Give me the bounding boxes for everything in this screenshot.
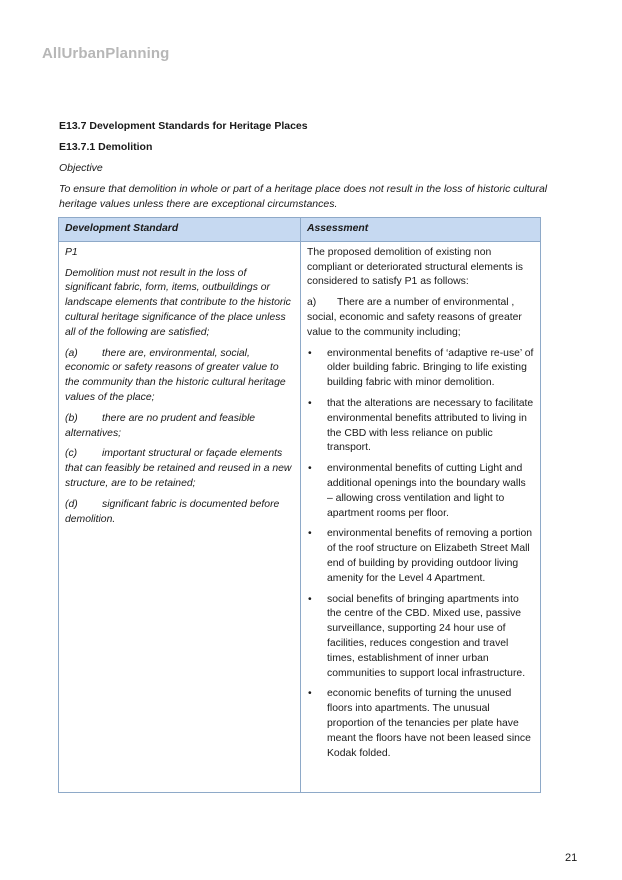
logo: AllUrbanPlanning (42, 45, 170, 62)
table-header-row (59, 218, 541, 242)
section-heading: E13.7 Development Standards for Heritage Places (59, 120, 308, 132)
list-item (307, 687, 534, 761)
item-text: significant fabric is documented before demolition. (65, 498, 280, 525)
bullet-text: environmental benefits of removing a portion of the roof structure on Elizabeth Street Mall end of building by providing outdoor living amenity for the Level 4 Apartment. (327, 528, 533, 584)
standard-item (65, 498, 294, 528)
item-label: (b) (65, 412, 78, 424)
assessment-point (307, 296, 534, 340)
list-item (307, 347, 534, 391)
list-item (307, 593, 534, 682)
item-text: there are, environmental, social, economic or safety reasons of greater value to the community than the historic cultural heritage values of the place; (65, 347, 286, 403)
header-assessment: Assessment (301, 218, 541, 242)
bullet-icon: • (308, 528, 312, 540)
assessment-bullets (307, 347, 534, 762)
header-development-standard: Development Standard (59, 218, 301, 242)
item-text: important structural or façade elements that can feasibly be retained and reused in a new structure, are to be retained; (65, 448, 292, 489)
list-item (307, 462, 534, 521)
assessment-intro: The proposed demolition of existing non compliant or deteriorated structural elements is considered to satisfy P1 as follows: (307, 246, 523, 288)
list-item (307, 527, 534, 586)
item-label: (a) (65, 347, 78, 359)
assessment-cell (301, 241, 541, 792)
bullet-icon: • (308, 593, 312, 605)
objective-text: To ensure that demolition in whole or part of a heritage place does not result in the loss of historic cultural heritage values unless there are exceptional circumstances. (59, 183, 548, 210)
point-label: a) (307, 297, 317, 309)
bullet-text: environmental benefits of cutting Light and additional openings into the boundary walls – allowing cross ventilation and light to apartment rooms per floor. (327, 463, 526, 519)
table-row (59, 241, 541, 792)
bullet-icon: • (308, 347, 312, 359)
standard-item (65, 347, 294, 406)
item-label: (c) (65, 448, 78, 460)
objective-label: Objective (59, 162, 103, 174)
item-text: there are no prudent and feasible alternatives; (65, 412, 256, 439)
development-standard-cell (59, 241, 301, 792)
bullet-icon: • (308, 397, 312, 409)
subsection-heading: E13.7.1 Demolition (59, 141, 153, 153)
bullet-icon: • (308, 463, 312, 475)
page-number: 21 (565, 852, 578, 864)
standards-table (58, 217, 541, 793)
item-label: (d) (65, 498, 78, 510)
point-text: There are a number of environmental , social, economic and safety reasons of greater value to the community including; (307, 297, 522, 338)
bullet-text: economic benefits of turning the unused floors into apartments. The unusual proportion of the tenancies per plate have meant the floors have not been leased since Kodak folded. (327, 688, 531, 759)
bullet-text: environmental benefits of ‘adaptive re-use’ of older building fabric. Bringing to life existing building fabric with minor demolition. (327, 347, 534, 389)
standard-item (65, 447, 294, 491)
bullet-text: social benefits of bringing apartments into the centre of the CBD. Mixed use, passive surveillance, supporting 24 hour use of facilities, reduces congestion and travel times, establishment of inner urban communities to support local infrastructure. (327, 593, 526, 679)
list-item (307, 397, 534, 456)
standard-intro: Demolition must not result in the loss of significant fabric, form, items, outbuildings or landscape elements that contribute to the historic cultural heritage significance of the place unless all of the following are satisfied; (65, 267, 291, 338)
bullet-icon: • (308, 688, 312, 700)
standard-code: P1 (65, 246, 78, 258)
bullet-text: that the alterations are necessary to facilitate environmental benefits attributed to living in the CBD with less reliance on public transport. (327, 397, 534, 454)
standard-item (65, 412, 294, 442)
